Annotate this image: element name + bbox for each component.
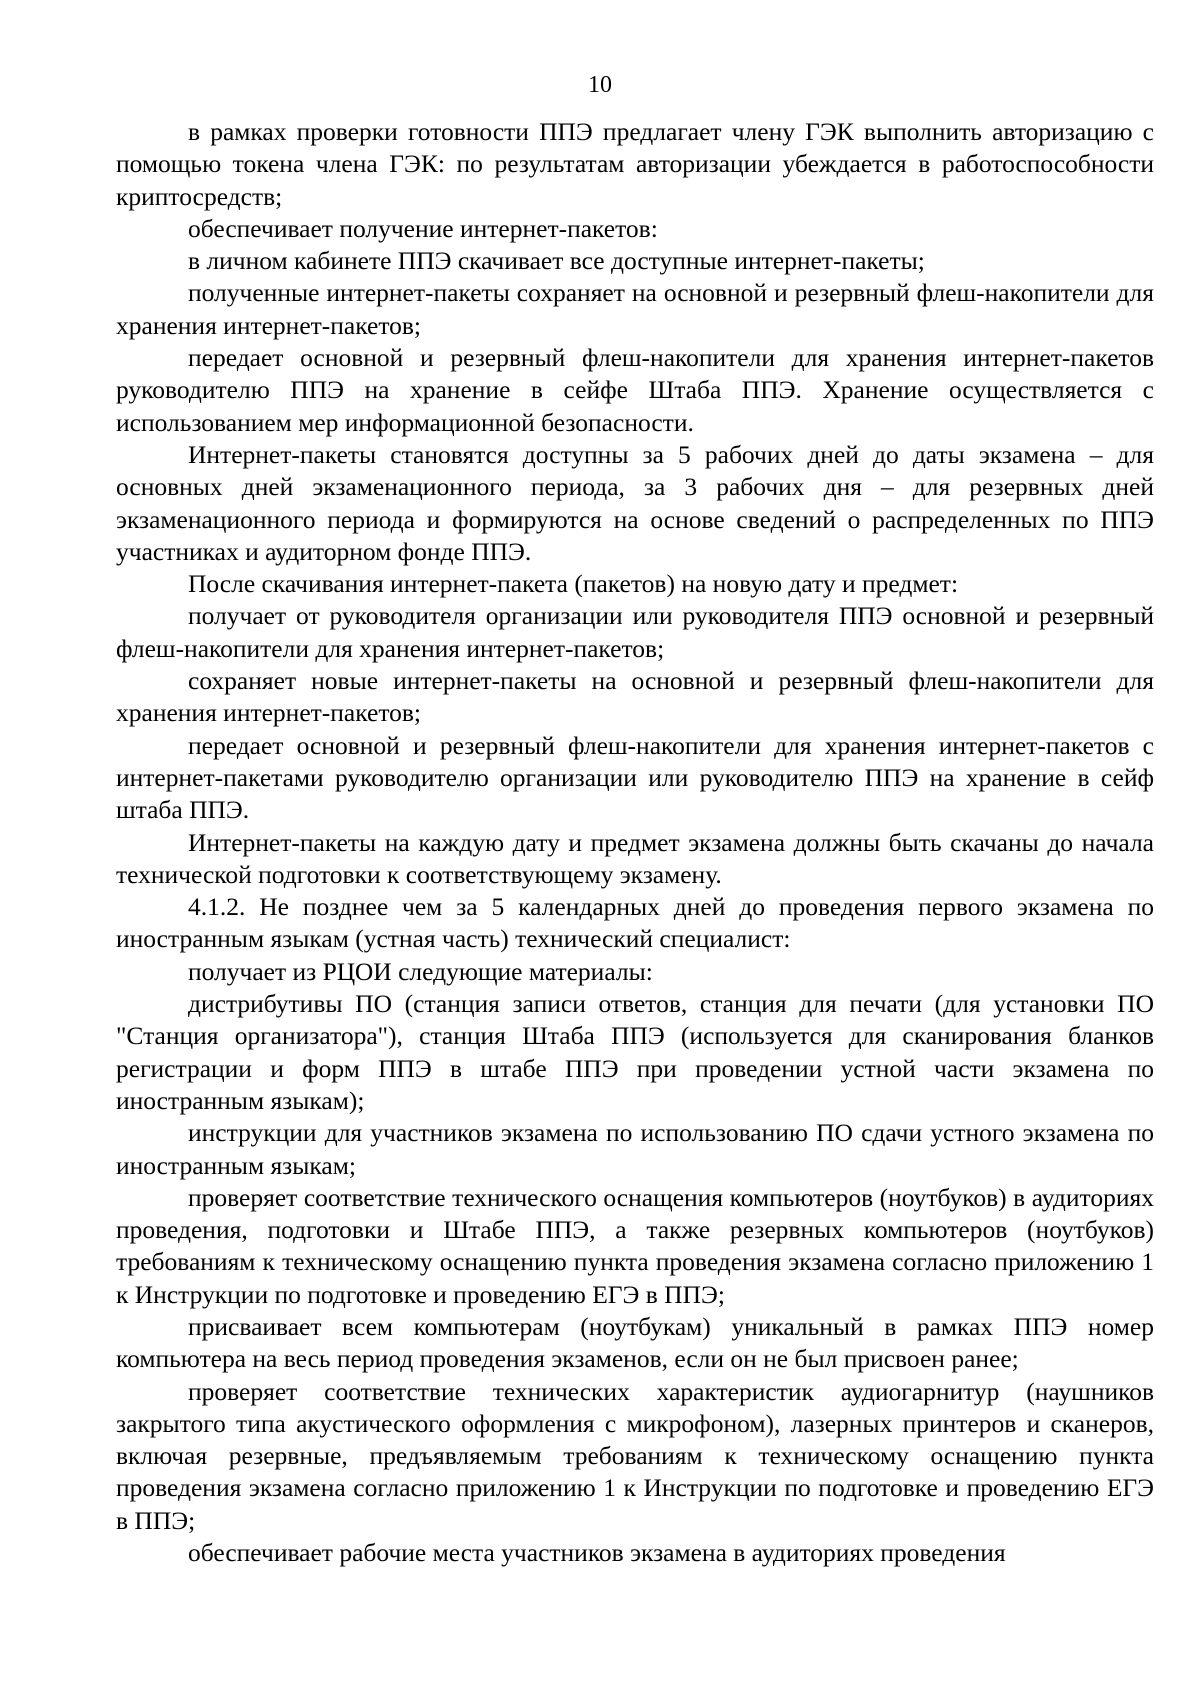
- paragraph: присваивает всем компьютерам (ноутбукам) уникальный в рамках ППЭ номер компьютера на весь период проведения экзаменов, если он не был присвоен ранее;: [116, 1311, 1154, 1374]
- paragraph: получает от руководителя организации или руководителя ППЭ основной и резервный флеш-накопители для хранения интернет-пакетов;: [116, 601, 1154, 663]
- document-body: [116, 116, 1154, 1569]
- paragraph: передает основной и резервный флеш-накопители для хранения интернет-пакетов руководителю ППЭ на хранение в сейфе Штаба ППЭ. Хранение осуществляется с использованием мер информационной безопасности.: [116, 343, 1154, 437]
- paragraph: проверяет соответствие технического оснащения компьютеров (ноутбуков) в аудиториях проведения, подготовки и Штабе ППЭ, а также резервных компьютеров (ноутбуков) требованиям к техническому оснащению пункта проведения экзамена согласно приложению 1 к Инструкции по подготовке и проведению ЕГЭ в ППЭ;: [116, 1182, 1154, 1309]
- paragraph: инструкции для участников экзамена по использованию ПО сдачи устного экзамена по иностранным языкам;: [116, 1118, 1154, 1180]
- paragraph: обеспечивает получение интернет-пакетов:: [188, 213, 658, 243]
- paragraph: получает из РЦОИ следующие материалы:: [188, 956, 653, 986]
- paragraph: сохраняет новые интернет-пакеты на основной и резервный флеш-накопители для хранения интернет-пакетов;: [116, 666, 1154, 728]
- paragraph: Интернет-пакеты на каждую дату и предмет экзамена должны быть скачаны до начала технической подготовки к соответствующему экзамену.: [116, 827, 1154, 889]
- paragraph: в рамках проверки готовности ППЭ предлагает члену ГЭК выполнить авторизацию с помощью токена члена ГЭК: по результатам авторизации убеждается в работоспособности криптосредств;: [116, 117, 1154, 211]
- paragraph: в личном кабинете ППЭ скачивает все доступные интернет-пакеты;: [188, 246, 925, 276]
- paragraph: передает основной и резервный флеш-накопители для хранения интернет-пакетов с интернет-пакетами руководителю организации или руководителю ППЭ на хранение в сейф штаба ППЭ.: [116, 730, 1154, 825]
- page-number: 10: [588, 72, 612, 98]
- paragraph: полученные интернет-пакеты сохраняет на основной и резервный флеш-накопители для хранения интернет-пакетов;: [116, 278, 1154, 340]
- paragraph: 4.1.2. Не позднее чем за 5 календарных дней до проведения первого экзамена по иностранным языкам (устная часть) технический специалист:: [116, 892, 1154, 954]
- paragraph: обеспечивает рабочие места участников экзамена в аудиториях проведения: [188, 1538, 1006, 1568]
- paragraph: проверяет соответствие технических характеристик аудиогарнитур (наушников закрытого типа акустического оформления с микрофоном), лазерных принтеров и сканеров, включая резервные, предъявляемым требованиям к техническому оснащению пункта проведения экзамена согласно приложению 1 к Инструкции по подготовке и проведению ЕГЭ в ППЭ;: [116, 1376, 1154, 1535]
- paragraph: Интернет-пакеты становятся доступны за 5 рабочих дней до даты экзамена – для основных дней экзаменационного периода, за 3 рабочих дня – для резервных дней экзаменационного периода и формируются на основе сведений о распределенных по ППЭ участниках и аудиторном фонде ППЭ.: [116, 439, 1154, 566]
- paragraph: дистрибутивы ПО (станция записи ответов, станция для печати (для установки ПО "Станция организатора"), станция Штаба ППЭ (используется для сканирования бланков регистрации и форм ППЭ в штабе ППЭ при проведении устной части экзамена по иностранным языкам);: [116, 989, 1154, 1115]
- paragraph: После скачивания интернет-пакета (пакетов) на новую дату и предмет:: [188, 569, 959, 599]
